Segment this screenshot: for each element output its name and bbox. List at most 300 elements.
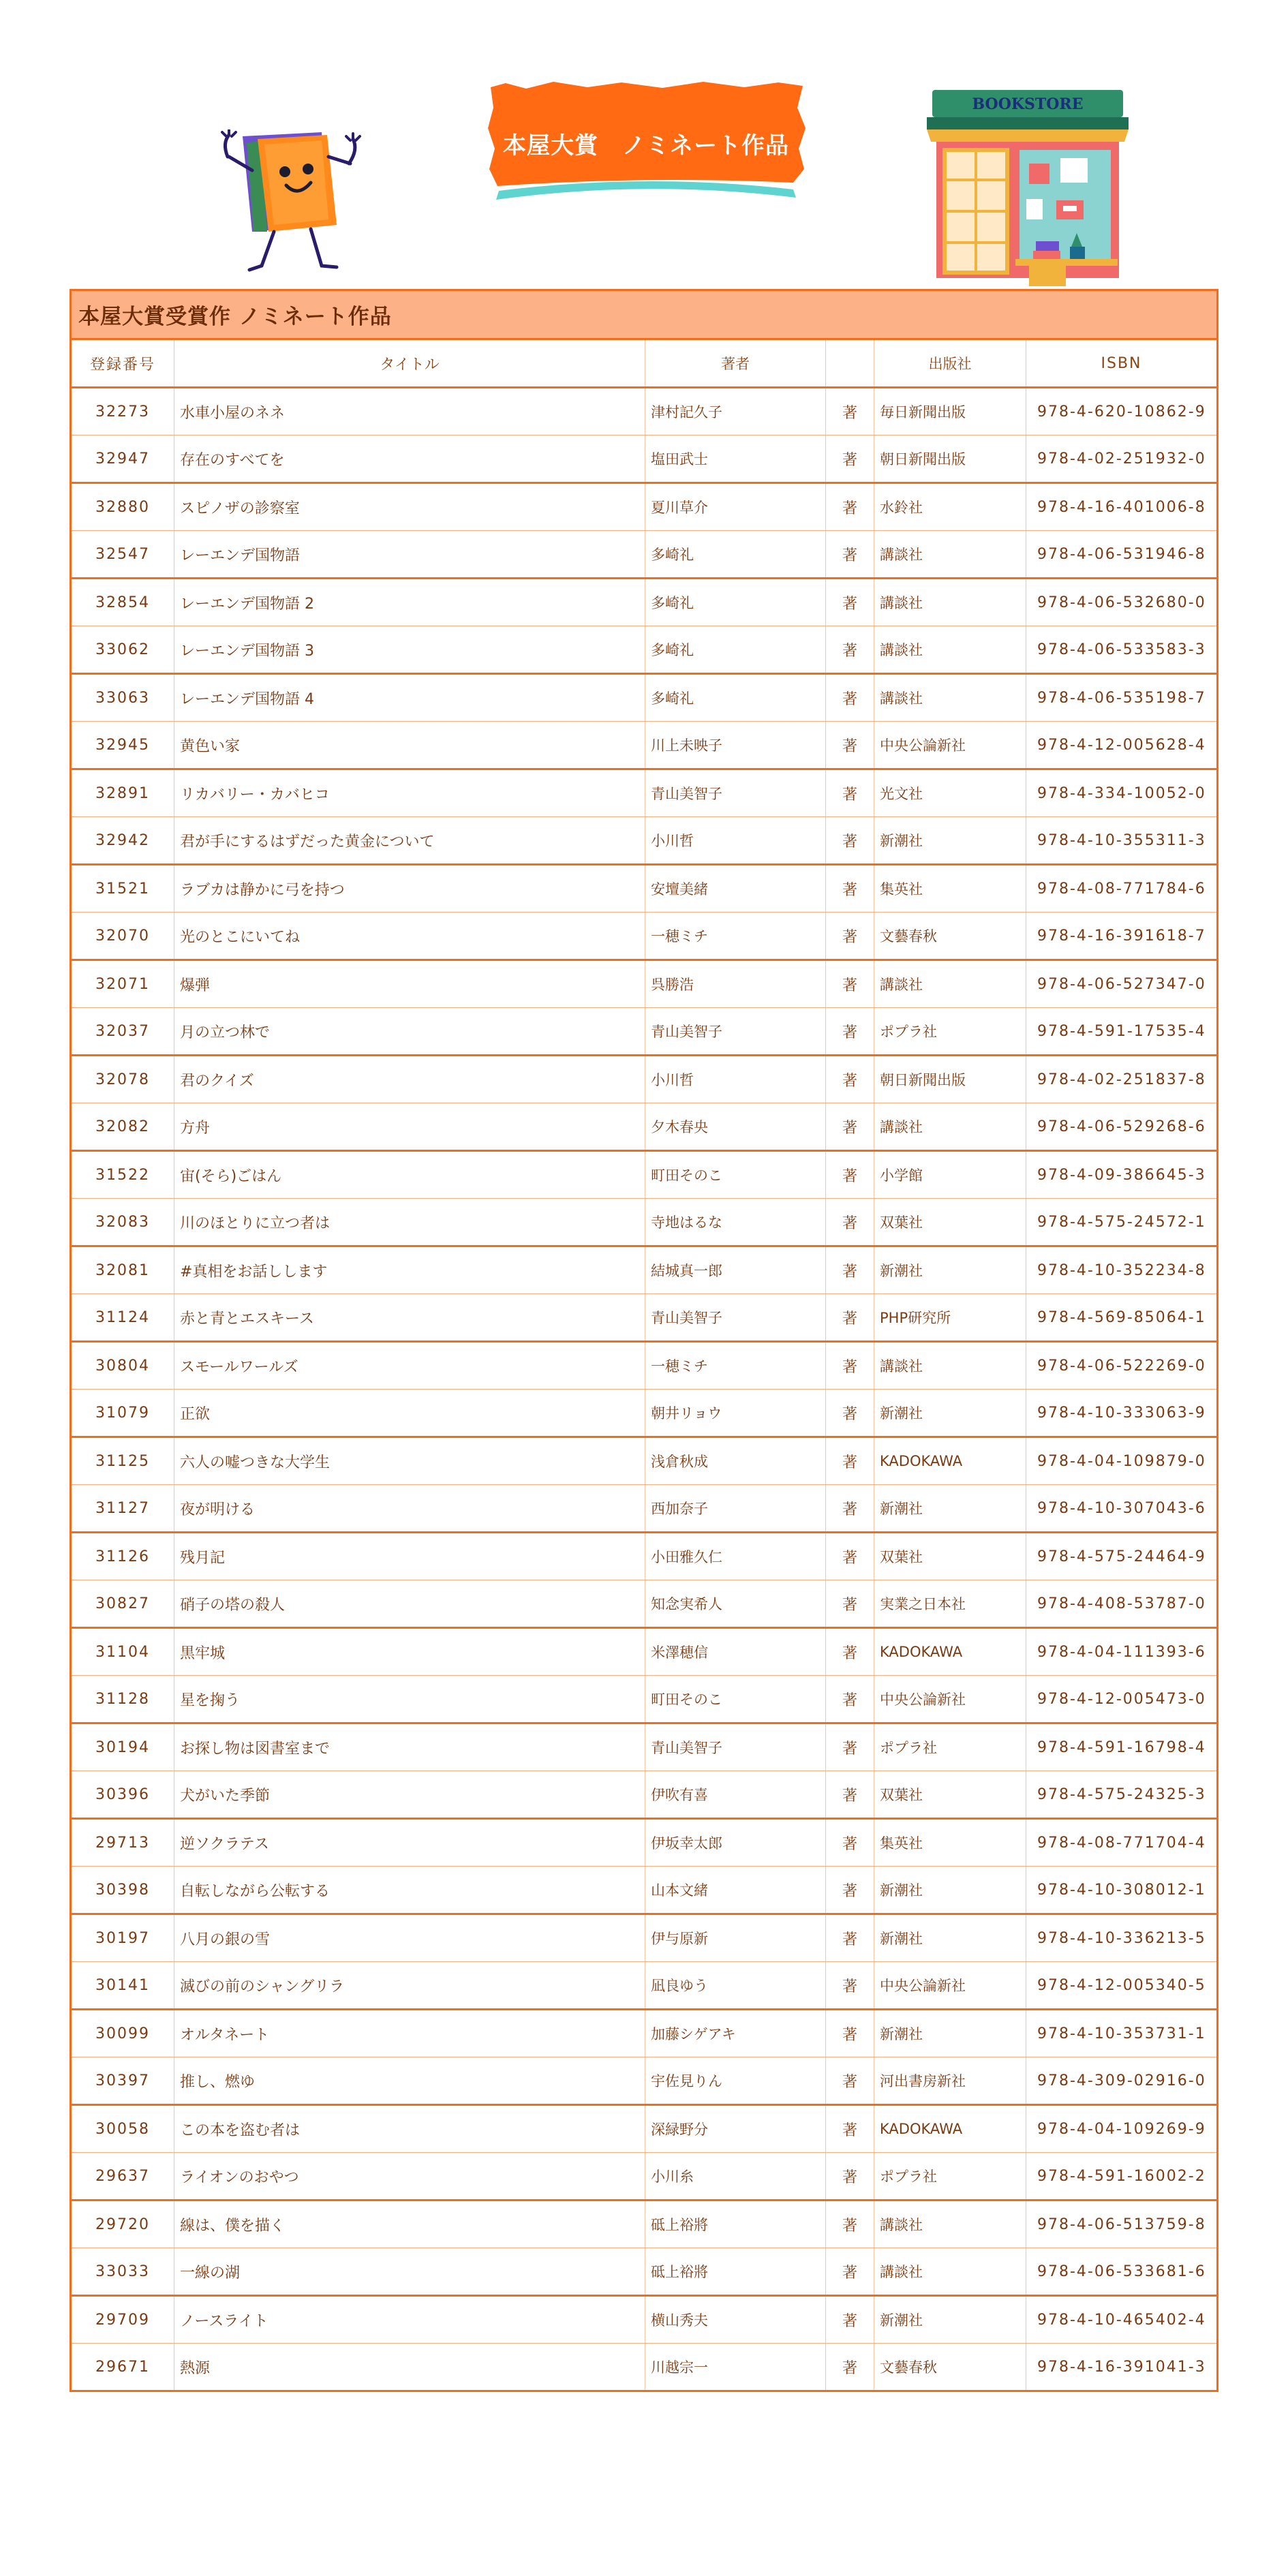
cell-role: 著 [826, 865, 874, 913]
cell-publisher: 新潮社 [874, 2296, 1026, 2344]
cell-author: 夕木春央 [645, 1103, 826, 1151]
cell-author: 多崎礼 [645, 579, 826, 626]
cell-id: 29713 [72, 1819, 174, 1867]
cell-publisher: 河出書房新社 [874, 2057, 1026, 2105]
cell-title: レーエンデ国物語 3 [174, 626, 645, 674]
cell-title: 月の立つ林で [174, 1008, 645, 1056]
cell-id: 29671 [95, 2358, 150, 2376]
cell-title: 八月の銀の雪 [174, 1914, 645, 1962]
table-row [72, 1056, 1216, 1103]
cell-publisher: 中央公論新社 [874, 1962, 1026, 2010]
cell-author: 浅倉秋成 [645, 1437, 826, 1485]
cell-role: 著 [826, 1723, 874, 1771]
cell-id: 32070 [72, 913, 174, 960]
cell-publisher: 講談社 [874, 1103, 1026, 1151]
cell-title: 赤と青とエスキース [174, 1294, 645, 1342]
cell-id: 32854 [72, 579, 174, 626]
cell-publisher: 中央公論新社 [874, 1676, 1026, 1723]
cell-publisher: 講談社 [874, 674, 1026, 722]
cell-role: 著 [826, 1914, 874, 1962]
cell-publisher: 毎日新聞出版 [874, 388, 1026, 435]
cell-publisher: 講談社 [874, 2201, 1026, 2248]
cell-isbn: 978-4-04-111393-6 [1026, 1628, 1217, 1676]
table-row [72, 626, 1216, 674]
cell-id: 29709 [72, 2296, 174, 2344]
cell-publisher: 講談社 [874, 960, 1026, 1008]
cell-isbn: 978-4-06-513759-8 [1026, 2201, 1217, 2248]
cell-role: 著 [826, 2057, 874, 2105]
cell-isbn: 978-4-575-24464-9 [1026, 1533, 1217, 1580]
cell-author: 西加奈子 [645, 1485, 826, 1533]
cell-publisher: 新潮社 [874, 1867, 1026, 1914]
table-row [72, 865, 1216, 913]
table-row [72, 2105, 1216, 2153]
cell-id: 32083 [72, 1199, 174, 1246]
cell-title: 君が手にするはずだった黄金について [174, 817, 645, 865]
cell-publisher: 文藝春秋 [874, 2344, 1026, 2391]
cell-title: 熱源 [174, 2344, 645, 2391]
cell-role: 著 [826, 1867, 874, 1914]
cell-title: 六人の嘘つきな大学生 [174, 1437, 645, 1485]
cell-publisher: 講談社 [874, 2248, 1026, 2296]
cell-id: 33063 [72, 674, 174, 722]
cell-id: 30099 [72, 2010, 174, 2057]
cell-isbn: 978-4-334-10052-0 [1026, 769, 1217, 817]
cell-title: 夜が明ける [174, 1485, 645, 1533]
cell-publisher: 講談社 [874, 1342, 1026, 1390]
cell-isbn: 978-4-02-251837-8 [1026, 1056, 1217, 1103]
cell-id: 33062 [72, 626, 174, 674]
cell-author: 青山美智子 [645, 769, 826, 817]
cell-title: 線は、僕を描く [174, 2201, 645, 2248]
table-row [72, 1819, 1216, 1867]
cell-title: 水車小屋のネネ [174, 388, 645, 435]
cell-isbn: 978-4-408-53787-0 [1026, 1580, 1217, 1628]
cell-id: 32078 [72, 1056, 174, 1103]
header-publisher: 出版社 [874, 340, 1026, 388]
cell-author: 多崎礼 [645, 626, 826, 674]
cell-author: 一穂ミチ [645, 913, 826, 960]
cell-id: 31104 [72, 1628, 174, 1676]
cell-title: オルタネート [174, 2010, 645, 2057]
cell-id: 30827 [72, 1580, 174, 1628]
cell-title: 君のクイズ [174, 1056, 645, 1103]
cell-isbn: 978-4-06-533583-3 [1026, 626, 1217, 674]
table-row [72, 1962, 1216, 2010]
cell-title: お探し物は図書室まで [174, 1723, 645, 1771]
cell-role: 著 [826, 2105, 874, 2153]
cell-title: リカバリー・カバヒコ [174, 769, 645, 817]
cell-author: 小川哲 [645, 817, 826, 865]
cell-author: 結城真一郎 [645, 1246, 826, 1294]
cell-title: 宙(そら)ごはん [174, 1151, 645, 1199]
cell-id: 31079 [72, 1390, 174, 1437]
table-header-row [72, 340, 1216, 388]
cell-id: 29637 [72, 2153, 174, 2201]
cell-isbn: 978-4-10-465402-4 [1026, 2296, 1217, 2344]
cell-isbn: 978-4-04-109269-9 [1026, 2105, 1217, 2153]
table-row [72, 2248, 1216, 2296]
cell-author: 砥上裕將 [645, 2248, 826, 2296]
cell-id: 30194 [72, 1723, 174, 1771]
cell-id: 30397 [72, 2057, 174, 2105]
cell-isbn: 978-4-16-391041-3 [1026, 2344, 1217, 2391]
cell-id: 32273 [72, 388, 174, 435]
table-row [72, 435, 1216, 483]
cell-id: 31125 [72, 1437, 174, 1485]
cell-id: 31126 [72, 1533, 174, 1580]
cell-role: 著 [826, 1771, 874, 1819]
header-id: 登録番号 [72, 340, 174, 388]
cell-role: 著 [826, 1819, 874, 1867]
header-title: タイトル [174, 340, 645, 388]
table-row [72, 1914, 1216, 1962]
cell-author: 凪良ゆう [645, 1962, 826, 2010]
cell-title: 方舟 [174, 1103, 645, 1151]
banner-title: 本屋大賞 ノミネート作品 [503, 132, 789, 159]
cell-publisher: 新潮社 [874, 1246, 1026, 1294]
cell-author: 砥上裕將 [645, 2201, 826, 2248]
cell-publisher: 光文社 [874, 769, 1026, 817]
cell-author: 小田雅久仁 [645, 1533, 826, 1580]
cell-id: 31127 [72, 1485, 174, 1533]
table-row [72, 2296, 1216, 2344]
cell-author: 青山美智子 [645, 1008, 826, 1056]
cell-publisher: 集英社 [874, 1819, 1026, 1867]
cell-publisher: 講談社 [874, 531, 1026, 579]
table-row [72, 1771, 1216, 1819]
cell-id: 32082 [72, 1103, 174, 1151]
table-title: 本屋大賞受賞作 ノミネート作品 [72, 291, 1216, 340]
cell-publisher: 文藝春秋 [874, 913, 1026, 960]
cell-isbn: 978-4-16-401006-8 [1026, 483, 1217, 531]
cell-isbn: 978-4-10-333063-9 [1026, 1390, 1217, 1437]
cell-role: 著 [826, 913, 874, 960]
cell-title: この本を盗む者は [174, 2105, 645, 2153]
cell-author: 川越宗一 [645, 2344, 826, 2391]
cell-isbn: 978-4-09-386645-3 [1026, 1151, 1217, 1199]
table-row [72, 579, 1216, 626]
cell-author: 加藤シゲアキ [645, 2010, 826, 2057]
table-row [72, 2201, 1216, 2248]
cell-title: 光のとこにいてね [174, 913, 645, 960]
cell-author: 深緑野分 [645, 2105, 826, 2153]
cell-title: 推し、燃ゆ [174, 2057, 645, 2105]
cell-isbn: 978-4-08-771784-6 [1026, 865, 1217, 913]
table-row [72, 1485, 1216, 1533]
cell-role: 著 [826, 1056, 874, 1103]
cell-author: 町田そのこ [645, 1676, 826, 1723]
cell-author: 一穂ミチ [645, 1342, 826, 1390]
cell-author: 青山美智子 [645, 1294, 826, 1342]
book-mascot-illustration [219, 129, 363, 279]
cell-isbn: 978-4-10-352234-8 [1026, 1246, 1217, 1294]
cell-id: 29720 [72, 2201, 174, 2248]
cell-role: 著 [826, 1151, 874, 1199]
cell-publisher: 新潮社 [874, 1390, 1026, 1437]
cell-id: 31124 [72, 1294, 174, 1342]
cell-role: 著 [826, 483, 874, 531]
cell-role: 著 [826, 579, 874, 626]
nominee-list [72, 340, 1216, 2390]
cell-isbn: 978-4-620-10862-9 [1026, 388, 1217, 435]
table-row [72, 2153, 1216, 2201]
cell-author: 伊吹有喜 [645, 1771, 826, 1819]
table-row [72, 483, 1216, 531]
table-row [72, 1628, 1216, 1676]
table-row [72, 2344, 1216, 2391]
cell-role: 著 [826, 1294, 874, 1342]
cell-isbn: 978-4-309-02916-0 [1026, 2057, 1217, 2105]
cell-id: 30058 [72, 2105, 174, 2153]
cell-title: #真相をお話しします [174, 1246, 645, 1294]
cell-publisher: 双葉社 [874, 1199, 1026, 1246]
table-row [72, 1199, 1216, 1246]
cell-role: 著 [826, 531, 874, 579]
table-row [72, 1151, 1216, 1199]
cell-isbn: 978-4-591-16002-2 [1026, 2153, 1217, 2201]
cell-publisher: KADOKAWA [874, 2105, 1026, 2153]
cell-role: 著 [826, 960, 874, 1008]
cell-isbn: 978-4-06-535198-7 [1026, 674, 1217, 722]
cell-title: 黄色い家 [174, 722, 645, 769]
cell-id: 32942 [72, 817, 174, 865]
cell-id: 32891 [72, 769, 174, 817]
cell-role: 著 [826, 2248, 874, 2296]
cell-isbn: 978-4-06-531946-8 [1026, 531, 1217, 579]
cell-author: 川上未映子 [645, 722, 826, 769]
cell-author: 伊坂幸太郎 [645, 1819, 826, 1867]
cell-role: 著 [826, 1533, 874, 1580]
cell-isbn: 978-4-10-336213-5 [1026, 1914, 1217, 1962]
cell-role: 著 [826, 1342, 874, 1390]
table-row [72, 1342, 1216, 1390]
bookstore-illustration [927, 85, 1133, 289]
cell-isbn: 978-4-06-533681-6 [1026, 2248, 1217, 2296]
cell-author: 青山美智子 [645, 1723, 826, 1771]
cell-isbn: 978-4-10-307043-6 [1026, 1485, 1217, 1533]
cell-publisher: 双葉社 [874, 1771, 1026, 1819]
cell-title: 逆ソクラテス [174, 1819, 645, 1867]
cell-author: 塩田武士 [645, 435, 826, 483]
cell-id: 31522 [72, 1151, 174, 1199]
cell-title: レーエンデ国物語 4 [174, 674, 645, 722]
cell-isbn: 978-4-06-532680-0 [1026, 579, 1217, 626]
cell-publisher: 水鈴社 [874, 483, 1026, 531]
cell-id: 32547 [72, 531, 174, 579]
cell-title: 爆弾 [174, 960, 645, 1008]
cell-publisher: 集英社 [874, 865, 1026, 913]
cell-role: 著 [826, 722, 874, 769]
table-row [72, 722, 1216, 769]
cell-role: 著 [826, 1008, 874, 1056]
cell-role: 著 [826, 2201, 874, 2248]
cell-id: 32037 [72, 1008, 174, 1056]
table-row [72, 1008, 1216, 1056]
cell-role: 著 [826, 2010, 874, 2057]
cell-id: 32071 [72, 960, 174, 1008]
table-row [72, 1580, 1216, 1628]
cell-title: 犬がいた季節 [174, 1771, 645, 1819]
cell-author: 山本文緒 [645, 1867, 826, 1914]
cell-id: 31128 [72, 1676, 174, 1723]
cell-title: 星を掬う [174, 1676, 645, 1723]
cell-publisher: ポプラ社 [874, 1723, 1026, 1771]
table-row [72, 1246, 1216, 1294]
cell-title: 一線の湖 [174, 2248, 645, 2296]
cell-id: 32945 [72, 722, 174, 769]
cell-author: 米澤穂信 [645, 1628, 826, 1676]
cell-id: 30197 [72, 1914, 174, 1962]
cell-author: 小川哲 [645, 1056, 826, 1103]
cell-title: 存在のすべてを [174, 435, 645, 483]
table-row [72, 674, 1216, 722]
cell-publisher: 小学館 [874, 1151, 1026, 1199]
cell-role: 著 [826, 1390, 874, 1437]
cell-title: 自転しながら公転する [174, 1867, 645, 1914]
cell-author: 町田そのこ [645, 1151, 826, 1199]
cell-publisher: 実業之日本社 [874, 1580, 1026, 1628]
cell-role: 著 [826, 674, 874, 722]
table-row [72, 913, 1216, 960]
cell-isbn: 978-4-08-771704-4 [1026, 1819, 1217, 1867]
cell-title: レーエンデ国物語 2 [174, 579, 645, 626]
cell-isbn: 978-4-16-391618-7 [1026, 913, 1217, 960]
cell-author: 朝井リョウ [645, 1390, 826, 1437]
cell-author: 知念実希人 [645, 1580, 826, 1628]
cell-publisher: PHP研究所 [874, 1294, 1026, 1342]
cell-id: 32880 [72, 483, 174, 531]
cell-publisher: 新潮社 [874, 1485, 1026, 1533]
table-row [72, 2010, 1216, 2057]
cell-title: スピノザの診察室 [174, 483, 645, 531]
cell-role: 著 [826, 1676, 874, 1723]
cell-title: 滅びの前のシャングリラ [174, 1962, 645, 2010]
table-row [72, 960, 1216, 1008]
cell-isbn: 978-4-10-308012-1 [1026, 1867, 1217, 1914]
table-row [72, 2057, 1216, 2105]
table-row [72, 1867, 1216, 1914]
cell-title: スモールワールズ [174, 1342, 645, 1390]
table-row [72, 1676, 1216, 1723]
cell-author: 宇佐見りん [645, 2057, 826, 2105]
cell-title: 川のほとりに立つ者は [174, 1199, 645, 1246]
cell-isbn: 978-4-06-527347-0 [1026, 960, 1217, 1008]
cell-role: 著 [826, 626, 874, 674]
cell-author: 横山秀夫 [645, 2296, 826, 2344]
cell-role: 著 [826, 2153, 874, 2201]
cell-title: レーエンデ国物語 [174, 531, 645, 579]
cell-isbn: 978-4-06-529268-6 [1026, 1103, 1217, 1151]
cell-publisher: KADOKAWA [874, 1437, 1026, 1485]
cell-isbn: 978-4-575-24572-1 [1026, 1199, 1217, 1246]
cell-author: 多崎礼 [645, 674, 826, 722]
header-author: 著者 [645, 340, 826, 388]
cell-role: 著 [826, 1199, 874, 1246]
table-row [72, 1294, 1216, 1342]
cell-author: 寺地はるな [645, 1199, 826, 1246]
cell-publisher: 新潮社 [874, 2010, 1026, 2057]
cell-publisher: 朝日新聞出版 [874, 435, 1026, 483]
cell-role: 著 [826, 388, 874, 435]
cell-title: 正欲 [174, 1390, 645, 1437]
cell-title: ラブカは静かに弓を持つ [174, 865, 645, 913]
table-row [72, 531, 1216, 579]
cell-isbn: 978-4-12-005473-0 [1026, 1676, 1217, 1723]
table-row [72, 388, 1216, 435]
cell-role: 著 [826, 1580, 874, 1628]
cell-role: 著 [826, 2344, 874, 2391]
cell-role: 著 [826, 1246, 874, 1294]
cell-id: 32947 [72, 435, 174, 483]
header-blank [826, 340, 874, 388]
table-row [72, 817, 1216, 865]
cell-isbn: 978-4-04-109879-0 [1026, 1437, 1217, 1485]
cell-id: 30804 [72, 1342, 174, 1390]
nominee-table [70, 289, 1218, 2392]
cell-isbn: 978-4-10-355311-3 [1026, 817, 1217, 865]
cell-isbn: 978-4-06-522269-0 [1026, 1342, 1217, 1390]
cell-publisher: 講談社 [874, 626, 1026, 674]
table-row [72, 1103, 1216, 1151]
cell-id: 30398 [72, 1867, 174, 1914]
cell-author: 夏川草介 [645, 483, 826, 531]
cell-isbn: 978-4-12-005628-4 [1026, 722, 1217, 769]
cell-role: 著 [826, 1628, 874, 1676]
table-row [72, 1390, 1216, 1437]
cell-title: 黒牢城 [174, 1628, 645, 1676]
cell-role: 著 [826, 1962, 874, 2010]
table-row [72, 1723, 1216, 1771]
cell-author: 津村記久子 [645, 388, 826, 435]
cell-publisher: 朝日新聞出版 [874, 1056, 1026, 1103]
table-row [72, 1437, 1216, 1485]
cell-title: 硝子の塔の殺人 [174, 1580, 645, 1628]
cell-id: 33033 [72, 2248, 174, 2296]
cell-id: 31521 [72, 865, 174, 913]
cell-role: 著 [826, 1103, 874, 1151]
cell-author: 伊与原新 [645, 1914, 826, 1962]
store-sign: BOOKSTORE [972, 95, 1084, 113]
cell-title: 残月記 [174, 1533, 645, 1580]
cell-role: 著 [826, 817, 874, 865]
cell-isbn: 978-4-591-16798-4 [1026, 1723, 1217, 1771]
cell-publisher: 中央公論新社 [874, 722, 1026, 769]
table-row [72, 1533, 1216, 1580]
cell-role: 著 [826, 435, 874, 483]
cell-id: 30396 [72, 1771, 174, 1819]
cell-publisher: KADOKAWA [874, 1628, 1026, 1676]
cell-id: 32081 [72, 1246, 174, 1294]
cell-role: 著 [826, 1485, 874, 1533]
cell-isbn: 978-4-02-251932-0 [1026, 435, 1217, 483]
cell-author: 呉勝浩 [645, 960, 826, 1008]
cell-isbn: 978-4-575-24325-3 [1026, 1771, 1217, 1819]
cell-title: ライオンのおやつ [174, 2153, 645, 2201]
cell-isbn: 978-4-569-85064-1 [1026, 1294, 1217, 1342]
cell-isbn: 978-4-12-005340-5 [1026, 1962, 1217, 2010]
header-isbn: ISBN [1026, 340, 1217, 388]
cell-publisher: 新潮社 [874, 817, 1026, 865]
cell-isbn: 978-4-10-353731-1 [1026, 2010, 1217, 2057]
cell-publisher: 講談社 [874, 579, 1026, 626]
table-body [72, 388, 1216, 2391]
cell-role: 著 [826, 2296, 874, 2344]
cell-publisher: ポプラ社 [874, 2153, 1026, 2201]
cell-author: 安壇美緒 [645, 865, 826, 913]
cell-publisher: 新潮社 [874, 1914, 1026, 1962]
table-row [72, 769, 1216, 817]
